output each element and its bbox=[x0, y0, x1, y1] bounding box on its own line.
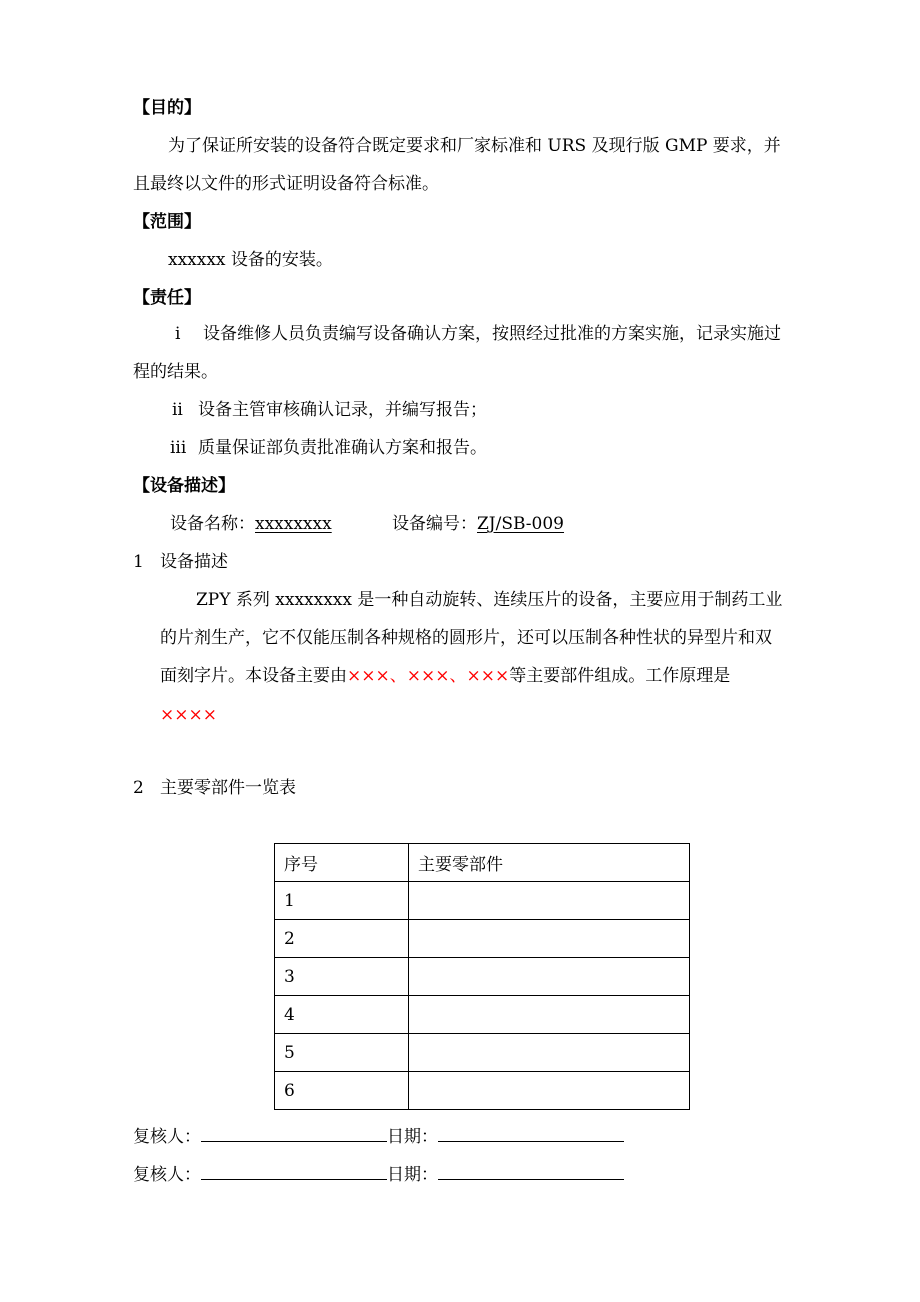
table-cell: 4 bbox=[275, 996, 409, 1034]
table-header-cell: 主要零部件 bbox=[409, 844, 690, 882]
equipment-code-value: ZJ/SB-009 bbox=[477, 514, 565, 534]
table-header-cell: 序号 bbox=[275, 844, 409, 882]
component-placeholder: ×××、×××、××× bbox=[347, 666, 510, 686]
table-cell bbox=[409, 920, 690, 958]
responsibility-item-text: 设备主管审核确认记录，并编写报告； bbox=[198, 400, 487, 420]
table-cell bbox=[409, 1034, 690, 1072]
responsibility-item-text-cont: 程的结果。 bbox=[133, 362, 218, 382]
purpose-line-2: 且最终以文件的形式证明设备符合标准。 bbox=[133, 174, 439, 194]
section-1-title: 设备描述 bbox=[160, 552, 228, 572]
table-row bbox=[275, 958, 690, 996]
section-2-title: 主要零部件一览表 bbox=[160, 778, 296, 798]
table-header-row bbox=[275, 844, 690, 882]
date-field[interactable] bbox=[438, 1161, 624, 1180]
table-row bbox=[275, 1072, 690, 1110]
reviewer-label: 复核人： bbox=[133, 1165, 201, 1185]
date-field[interactable] bbox=[438, 1123, 624, 1142]
equipment-name bbox=[170, 512, 332, 536]
table-row bbox=[275, 920, 690, 958]
reviewer-signature-field[interactable] bbox=[201, 1161, 387, 1180]
section-2-number: 2 bbox=[133, 778, 144, 798]
table-row bbox=[275, 882, 690, 920]
responsibility-item-num: i bbox=[175, 324, 181, 344]
table-cell bbox=[409, 996, 690, 1034]
scope-text: xxxxxx 设备的安装。 bbox=[168, 250, 333, 270]
section-1-number: 1 bbox=[133, 552, 144, 572]
table-row bbox=[275, 996, 690, 1034]
equipment-name-label: 设备名称： bbox=[170, 514, 255, 534]
equipment-code bbox=[392, 512, 564, 536]
reviewer-label: 复核人： bbox=[133, 1127, 201, 1147]
responsibility-item-num: ii bbox=[172, 400, 183, 420]
equipment-code-label: 设备编号： bbox=[392, 514, 477, 534]
date-label: 日期： bbox=[387, 1165, 438, 1185]
table-cell: 1 bbox=[275, 882, 409, 920]
section-1-line-3 bbox=[160, 664, 730, 688]
signature-row bbox=[133, 1161, 624, 1187]
table-cell: 3 bbox=[275, 958, 409, 996]
table-row bbox=[275, 1034, 690, 1072]
table-cell: 2 bbox=[275, 920, 409, 958]
section-1-line-3-start: 面刻字片。本设备主要由 bbox=[160, 666, 347, 686]
table-cell bbox=[409, 1072, 690, 1110]
section-1-line-1: ZPY 系列 xxxxxxxx 是一种自动旋转、连续压片的设备，主要应用于制药工业 bbox=[196, 590, 783, 610]
table-cell: 6 bbox=[275, 1072, 409, 1110]
section-1-line-3-end: 等主要部件组成。工作原理是 bbox=[509, 666, 731, 686]
principle-placeholder: ×××× bbox=[160, 705, 217, 725]
table-cell: 5 bbox=[275, 1034, 409, 1072]
table-cell bbox=[409, 958, 690, 996]
responsibility-item-text: 质量保证部负责批准确认方案和报告。 bbox=[198, 438, 487, 458]
scope-heading: 【范围】 bbox=[133, 212, 201, 232]
signature-row bbox=[133, 1123, 624, 1149]
responsibility-item-text: 设备维修人员负责编写设备确认方案，按照经过批准的方案实施，记录实施过 bbox=[203, 324, 781, 344]
table-cell bbox=[409, 882, 690, 920]
section-1-line-2: 的片剂生产，它不仅能压制各种规格的圆形片，还可以压制各种性状的异型片和双 bbox=[160, 628, 772, 648]
purpose-line-1: 为了保证所安装的设备符合既定要求和厂家标准和 URS 及现行版 GMP 要求，并 bbox=[168, 136, 781, 156]
equipment-heading: 【设备描述】 bbox=[133, 476, 235, 496]
date-label: 日期： bbox=[387, 1127, 438, 1147]
responsibility-heading: 【责任】 bbox=[133, 288, 201, 308]
reviewer-signature-field[interactable] bbox=[201, 1123, 387, 1142]
equipment-name-value: xxxxxxxx bbox=[255, 514, 332, 534]
purpose-heading: 【目的】 bbox=[133, 98, 201, 118]
parts-table bbox=[274, 843, 690, 1110]
responsibility-item-num: iii bbox=[170, 438, 187, 458]
